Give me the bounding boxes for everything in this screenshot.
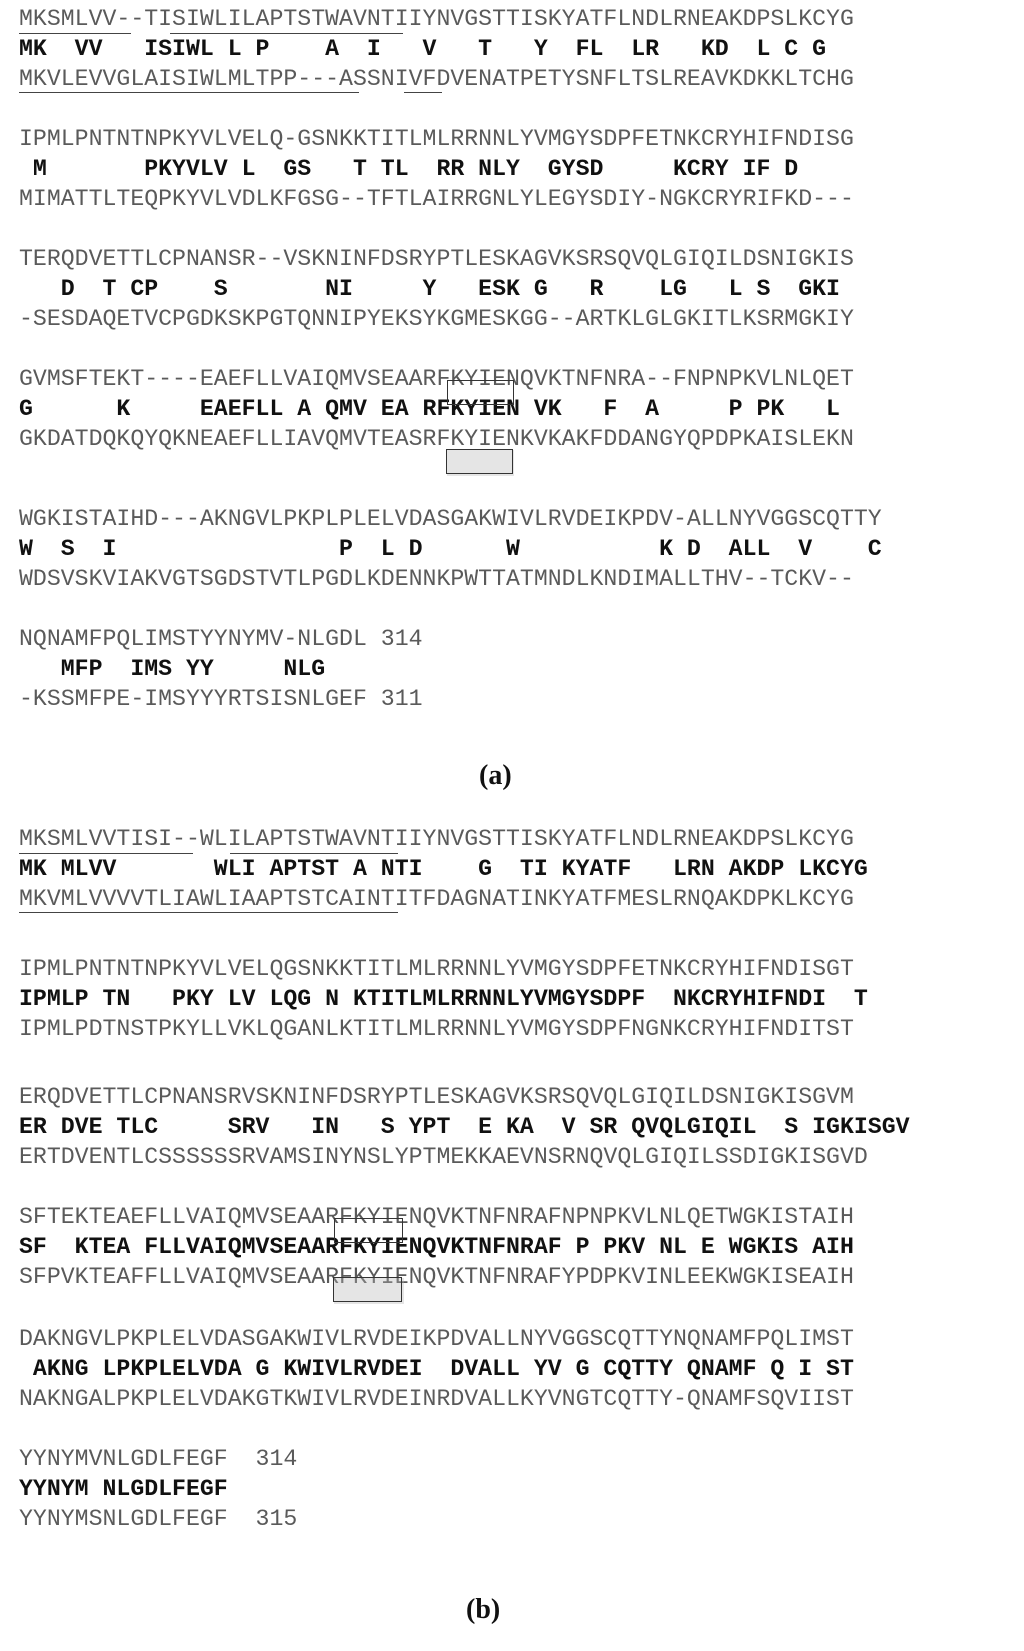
signal-peptide-underline [19, 92, 359, 93]
panel-b-block-5-consensus: AKNG LPKPLELVDA G KWIVLRVDEI DVALL YV G CQTTY QNAMF Q I ST [19, 1356, 854, 1382]
panel-a-block-6-bottom: -KSSMFPE-IMSYYYRTSISNLGEF 311 [19, 686, 423, 712]
panel-a-block-2-top: IPMLPNTNTNPKYVLVELQ-GSNKKTITLMLRRNNLYVMGYSDPFETNKCRYHIFNDISG [19, 126, 854, 152]
panel-a-block-5-top: WGKISTAIHD---AKNGVLPKPLPLELVDASGAKWIVLRVDEIKPDV-ALLNYVGGSCQTTY [19, 506, 882, 532]
panel-b-block-1-bottom: MKVMLVVVVTLIAWLIAAPTSTCAINTITFDAGNATINKYATFMESLRNQAKDPKLKCYG [19, 886, 854, 912]
panel-a-block-3-consensus: D T CP S NI Y ESK G R LG L S GKI [19, 276, 854, 302]
panel-b-block-6-top: YYNYMVNLGDLFEGF 314 [19, 1446, 298, 1472]
panel-b-block-1-consensus: MK MLVV WLI APTST A NTI G TI KYATF LRN AKDP LKCYG [19, 856, 868, 882]
panel-a-block-2-consensus: M PKYVLV L GS T TL RR NLY GYSD KCRY IF D [19, 156, 840, 182]
panel-a-block-1-bottom: MKVLEVVGLAISIWLMLTPP---ASSNIVFDVENATPETYSNFLTSLREAVKDKKLTCHG [19, 66, 854, 92]
signal-peptide-underline [404, 92, 442, 93]
signal-peptide-underline [19, 853, 193, 854]
panel-b-block-3-consensus: ER DVE TLC SRV IN S YPT E KA V SR QVQLGIQIL S IGKISGV [19, 1114, 924, 1140]
panel-a-label: (a) [479, 760, 512, 791]
panel-a-block-4-bottom: GKDATDQKQYQKNEAEFLLIAVQMVTEASRFKYIENKVKAKFDDANGYQPDPKAISLEKN [19, 426, 854, 452]
panel-a-block-6-top: NQNAMFPQLIMSTYYNYMV-NLGDL 314 [19, 626, 423, 652]
panel-a-block-4-top: GVMSFTEKT----EAEFLLVAIQMVSEAARFKYIENQVKTNFNRA--FNPNPKVLNLQET [19, 366, 854, 392]
panel-a-block-3-bottom: -SESDAQETVCPGDKSKPGTQNNIPYEKSYKGMESKGG--ARTKLGLGKITLKSRMGKIY [19, 306, 854, 332]
panel-b-block-4-consensus: SF KTEA FLLVAIQMVSEAARFKYIENQVKTNFNRAF P PKV NL E WGKIS AIH [19, 1234, 854, 1260]
panel-b-block-6-consensus: YYNYM NLGDLFEGF [19, 1476, 228, 1502]
panel-b-block-3-top: ERQDVETTLCPNANSRVSKNINFDSRYPTLESKAGVKSRSQVQLGIQILDSNIGKISGVM [19, 1084, 854, 1110]
panel-b-label: (b) [466, 1594, 501, 1625]
panel-a-block-3-top: TERQDVETTLCPNANSR--VSKNINFDSRYPTLESKAGVKSRSQVQLGIQILDSNIGKIS [19, 246, 854, 272]
panel-a-block-6-consensus: MFP IMS YY NLG [19, 656, 395, 682]
panel-b-block-6-bottom: YYNYMSNLGDLFEGF 315 [19, 1506, 298, 1532]
panel-a-block-5-consensus: W S I P L D W K D ALL V C [19, 536, 924, 562]
panel-b-block-5-bottom: NAKNGALPKPLELVDAKGTKWIVLRVDEINRDVALLKYVNGTCQTTY-QNAMFSQVIIST [19, 1386, 854, 1412]
panel-b-block-4-top: SFTEKTEAEFLLVAIQMVSEAARFKYIENQVKTNFNRAFNPNPKVLNLQETWGKISTAIH [19, 1204, 854, 1230]
panel-b-block-2-consensus: IPMLP TN PKY LV LQG N KTITLMLRRNNLYVMGYSDPF NKCRYHIFNDI T [19, 986, 868, 1012]
panel-a-block-1-top: MKSMLVV--TISIWLILAPTSTWAVNTIIYNVGSTTISKYATFLNDLRNEAKDPSLKCYG [19, 6, 854, 32]
panel-a-block-2-bottom: MIMATTLTEQPKYVLVDLKFGSG--TFTLAIRRGNLYLEGYSDIY-NGKCRYRIFKD--- [19, 186, 854, 212]
panel-b-block-1-top: MKSMLVVTISI--WLILAPTSTWAVNTIIYNVGSTTISKYATFLNDLRNEAKDPSLKCYG [19, 826, 854, 852]
motif-shadow [447, 450, 514, 476]
panel-a-block-1-consensus: MK VV ISIWL L P A I V T Y FL LR KD L C G [19, 36, 827, 62]
panel-b-block-4-bottom: SFPVKTEAFFLLVAIQMVSEAARFKYIENQVKTNFNRAFYPDPKVINLEEKWGKISEAIH [19, 1264, 854, 1290]
signal-peptide-underline [19, 33, 131, 34]
panel-b-block-5-top: DAKNGVLPKPLELVDASGAKWIVLRVDEIKPDVALLNYVGGSCQTTYNQNAMFPQLIMST [19, 1326, 854, 1352]
motif-box [446, 449, 513, 474]
panel-a-block-5-bottom: WDSVSKVIAKVGTSGDSTVTLPGDLKDENNKPWTTATMNDLKNDIMALLTHV--TCKV-- [19, 566, 854, 592]
panel-a-block-4-consensus: G K EAEFLL A QMV EA RFKYIEN VK F A P PK L [19, 396, 868, 422]
signal-peptide-underline [170, 33, 403, 34]
panel-b-block-2-top: IPMLPNTNTNPKYVLVELQGSNKKTITLMLRRNNLYVMGYSDPFETNKCRYHIFNDISGT [19, 956, 854, 982]
panel-b-block-3-bottom: ERTDVENTLCSSSSSSRVAMSINYNSLYPTMEKKAEVNSRNQVQLGIQILSSDIGKISGVD [19, 1144, 868, 1170]
panel-b-block-2-bottom: IPMLPDTNSTPKYLLVKLQGANLKTITLMLRRNNLYVMGYSDPFNGNKCRYHIFNDITST [19, 1016, 854, 1042]
signal-peptide-underline [19, 912, 398, 913]
signal-peptide-underline [230, 853, 398, 854]
